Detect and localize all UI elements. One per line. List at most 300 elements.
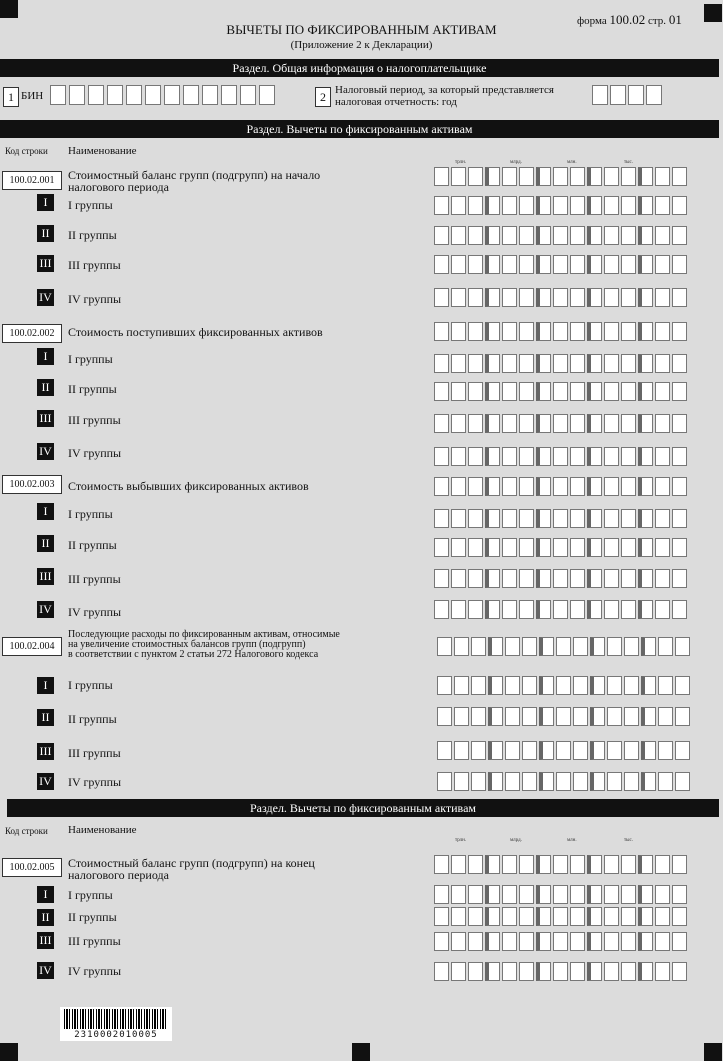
digit-cell[interactable] [502, 414, 517, 433]
digit-cell[interactable] [638, 167, 653, 186]
digit-cell[interactable] [468, 196, 483, 215]
digit-cell[interactable] [434, 288, 449, 307]
digit-cell[interactable] [485, 226, 500, 245]
digit-cell[interactable] [454, 772, 469, 791]
digit-cell[interactable] [573, 707, 588, 726]
digit-cell[interactable] [485, 382, 500, 401]
amount-004-total[interactable] [437, 637, 690, 656]
amount-003-group-ii[interactable] [434, 538, 687, 557]
digit-cell[interactable] [573, 637, 588, 656]
digit-cell[interactable] [451, 354, 466, 373]
digit-cell[interactable] [536, 962, 551, 981]
digit-cell[interactable] [471, 637, 486, 656]
digit-cell[interactable] [672, 477, 687, 496]
digit-cell[interactable] [570, 932, 585, 951]
digit-cell[interactable] [621, 167, 636, 186]
digit-cell[interactable] [621, 288, 636, 307]
amount-005-group-iv[interactable] [434, 962, 687, 981]
digit-cell[interactable] [587, 538, 602, 557]
digit-cell[interactable] [519, 477, 534, 496]
digit-cell[interactable] [522, 637, 537, 656]
digit-cell[interactable] [536, 907, 551, 926]
digit-cell[interactable] [434, 167, 449, 186]
digit-cell[interactable] [502, 477, 517, 496]
digit-cell[interactable] [451, 414, 466, 433]
digit-cell[interactable] [570, 962, 585, 981]
digit-cell[interactable] [519, 600, 534, 619]
digit-cell[interactable] [655, 167, 670, 186]
digit-cell[interactable] [570, 509, 585, 528]
digit-cell[interactable] [468, 907, 483, 926]
digit-cell[interactable] [553, 600, 568, 619]
digit-cell[interactable] [451, 477, 466, 496]
digit-cell[interactable] [573, 772, 588, 791]
digit-cell[interactable] [451, 569, 466, 588]
amount-005-group-ii[interactable] [434, 907, 687, 926]
digit-cell[interactable] [88, 85, 104, 105]
digit-cell[interactable] [621, 932, 636, 951]
digit-cell[interactable] [570, 885, 585, 904]
digit-cell[interactable] [451, 962, 466, 981]
digit-cell[interactable] [434, 569, 449, 588]
digit-cell[interactable] [221, 85, 237, 105]
digit-cell[interactable] [646, 85, 662, 105]
digit-cell[interactable] [587, 885, 602, 904]
digit-cell[interactable] [485, 477, 500, 496]
digit-cell[interactable] [485, 196, 500, 215]
digit-cell[interactable] [451, 255, 466, 274]
digit-cell[interactable] [468, 885, 483, 904]
digit-cell[interactable] [468, 414, 483, 433]
digit-cell[interactable] [454, 676, 469, 695]
digit-cell[interactable] [505, 676, 520, 695]
digit-cell[interactable] [621, 885, 636, 904]
digit-cell[interactable] [451, 932, 466, 951]
digit-cell[interactable] [556, 676, 571, 695]
digit-cell[interactable] [553, 414, 568, 433]
digit-cell[interactable] [553, 569, 568, 588]
digit-cell[interactable] [655, 569, 670, 588]
amount-004-group-iii[interactable] [437, 741, 690, 760]
amount-002-group-ii[interactable] [434, 382, 687, 401]
digit-cell[interactable] [539, 707, 554, 726]
digit-cell[interactable] [672, 226, 687, 245]
digit-cell[interactable] [675, 772, 690, 791]
tax-year-input[interactable] [592, 85, 662, 105]
digit-cell[interactable] [604, 447, 619, 466]
digit-cell[interactable] [502, 885, 517, 904]
digit-cell[interactable] [539, 637, 554, 656]
digit-cell[interactable] [641, 676, 656, 695]
digit-cell[interactable] [607, 676, 622, 695]
digit-cell[interactable] [655, 414, 670, 433]
digit-cell[interactable] [590, 772, 605, 791]
digit-cell[interactable] [553, 885, 568, 904]
digit-cell[interactable] [553, 288, 568, 307]
digit-cell[interactable] [570, 447, 585, 466]
digit-cell[interactable] [502, 382, 517, 401]
digit-cell[interactable] [655, 932, 670, 951]
digit-cell[interactable] [468, 855, 483, 874]
digit-cell[interactable] [519, 414, 534, 433]
digit-cell[interactable] [672, 382, 687, 401]
digit-cell[interactable] [69, 85, 85, 105]
digit-cell[interactable] [621, 477, 636, 496]
digit-cell[interactable] [638, 885, 653, 904]
digit-cell[interactable] [587, 932, 602, 951]
digit-cell[interactable] [655, 382, 670, 401]
digit-cell[interactable] [505, 707, 520, 726]
digit-cell[interactable] [471, 676, 486, 695]
digit-cell[interactable] [570, 907, 585, 926]
digit-cell[interactable] [485, 509, 500, 528]
digit-cell[interactable] [607, 741, 622, 760]
digit-cell[interactable] [587, 447, 602, 466]
digit-cell[interactable] [570, 255, 585, 274]
digit-cell[interactable] [556, 707, 571, 726]
digit-cell[interactable] [672, 255, 687, 274]
digit-cell[interactable] [454, 637, 469, 656]
digit-cell[interactable] [434, 447, 449, 466]
digit-cell[interactable] [485, 885, 500, 904]
digit-cell[interactable] [434, 509, 449, 528]
digit-cell[interactable] [553, 538, 568, 557]
digit-cell[interactable] [468, 962, 483, 981]
digit-cell[interactable] [638, 477, 653, 496]
digit-cell[interactable] [536, 447, 551, 466]
digit-cell[interactable] [434, 414, 449, 433]
digit-cell[interactable] [454, 741, 469, 760]
digit-cell[interactable] [672, 932, 687, 951]
digit-cell[interactable] [658, 637, 673, 656]
digit-cell[interactable] [468, 382, 483, 401]
digit-cell[interactable] [655, 354, 670, 373]
digit-cell[interactable] [468, 932, 483, 951]
amount-003-group-i[interactable] [434, 509, 687, 528]
digit-cell[interactable] [536, 538, 551, 557]
digit-cell[interactable] [434, 354, 449, 373]
digit-cell[interactable] [505, 772, 520, 791]
digit-cell[interactable] [638, 855, 653, 874]
amount-002-group-i[interactable] [434, 354, 687, 373]
digit-cell[interactable] [485, 414, 500, 433]
digit-cell[interactable] [519, 447, 534, 466]
digit-cell[interactable] [553, 382, 568, 401]
digit-cell[interactable] [502, 569, 517, 588]
digit-cell[interactable] [621, 322, 636, 341]
digit-cell[interactable] [519, 196, 534, 215]
amount-002-group-iii[interactable] [434, 414, 687, 433]
digit-cell[interactable] [536, 569, 551, 588]
digit-cell[interactable] [604, 414, 619, 433]
digit-cell[interactable] [604, 907, 619, 926]
digit-cell[interactable] [621, 962, 636, 981]
digit-cell[interactable] [451, 538, 466, 557]
digit-cell[interactable] [604, 196, 619, 215]
digit-cell[interactable] [638, 538, 653, 557]
amount-002-total[interactable] [434, 322, 687, 341]
digit-cell[interactable] [604, 600, 619, 619]
digit-cell[interactable] [621, 855, 636, 874]
digit-cell[interactable] [536, 288, 551, 307]
digit-cell[interactable] [587, 855, 602, 874]
digit-cell[interactable] [641, 741, 656, 760]
digit-cell[interactable] [641, 707, 656, 726]
digit-cell[interactable] [570, 167, 585, 186]
digit-cell[interactable] [638, 509, 653, 528]
digit-cell[interactable] [519, 167, 534, 186]
digit-cell[interactable] [519, 382, 534, 401]
digit-cell[interactable] [519, 226, 534, 245]
digit-cell[interactable] [539, 676, 554, 695]
digit-cell[interactable] [553, 196, 568, 215]
digit-cell[interactable] [553, 932, 568, 951]
digit-cell[interactable] [638, 569, 653, 588]
digit-cell[interactable] [488, 637, 503, 656]
digit-cell[interactable] [519, 907, 534, 926]
digit-cell[interactable] [522, 741, 537, 760]
digit-cell[interactable] [451, 167, 466, 186]
digit-cell[interactable] [485, 569, 500, 588]
digit-cell[interactable] [488, 676, 503, 695]
digit-cell[interactable] [502, 538, 517, 557]
digit-cell[interactable] [502, 447, 517, 466]
digit-cell[interactable] [621, 509, 636, 528]
bin-input[interactable] [50, 85, 275, 105]
digit-cell[interactable] [468, 600, 483, 619]
digit-cell[interactable] [655, 447, 670, 466]
digit-cell[interactable] [590, 637, 605, 656]
digit-cell[interactable] [240, 85, 256, 105]
amount-003-total[interactable] [434, 477, 687, 496]
amount-004-group-iv[interactable] [437, 772, 690, 791]
digit-cell[interactable] [556, 741, 571, 760]
digit-cell[interactable] [502, 226, 517, 245]
digit-cell[interactable] [553, 322, 568, 341]
digit-cell[interactable] [658, 707, 673, 726]
digit-cell[interactable] [539, 741, 554, 760]
digit-cell[interactable] [592, 85, 608, 105]
digit-cell[interactable] [553, 167, 568, 186]
digit-cell[interactable] [553, 354, 568, 373]
digit-cell[interactable] [655, 196, 670, 215]
digit-cell[interactable] [621, 447, 636, 466]
digit-cell[interactable] [468, 288, 483, 307]
digit-cell[interactable] [502, 354, 517, 373]
digit-cell[interactable] [658, 772, 673, 791]
digit-cell[interactable] [505, 637, 520, 656]
digit-cell[interactable] [621, 907, 636, 926]
digit-cell[interactable] [519, 255, 534, 274]
digit-cell[interactable] [536, 885, 551, 904]
digit-cell[interactable] [434, 196, 449, 215]
digit-cell[interactable] [655, 855, 670, 874]
digit-cell[interactable] [468, 569, 483, 588]
digit-cell[interactable] [604, 509, 619, 528]
digit-cell[interactable] [587, 962, 602, 981]
digit-cell[interactable] [587, 226, 602, 245]
digit-cell[interactable] [672, 907, 687, 926]
digit-cell[interactable] [573, 741, 588, 760]
digit-cell[interactable] [471, 741, 486, 760]
amount-001-group-iv[interactable] [434, 288, 687, 307]
digit-cell[interactable] [519, 932, 534, 951]
digit-cell[interactable] [672, 885, 687, 904]
digit-cell[interactable] [502, 167, 517, 186]
digit-cell[interactable] [624, 707, 639, 726]
digit-cell[interactable] [675, 637, 690, 656]
digit-cell[interactable] [638, 962, 653, 981]
digit-cell[interactable] [468, 167, 483, 186]
digit-cell[interactable] [502, 196, 517, 215]
digit-cell[interactable] [655, 255, 670, 274]
digit-cell[interactable] [655, 885, 670, 904]
digit-cell[interactable] [536, 855, 551, 874]
amount-001-group-i[interactable] [434, 196, 687, 215]
digit-cell[interactable] [519, 569, 534, 588]
digit-cell[interactable] [587, 288, 602, 307]
digit-cell[interactable] [553, 855, 568, 874]
digit-cell[interactable] [536, 600, 551, 619]
digit-cell[interactable] [624, 637, 639, 656]
digit-cell[interactable] [590, 676, 605, 695]
digit-cell[interactable] [434, 600, 449, 619]
digit-cell[interactable] [488, 707, 503, 726]
digit-cell[interactable] [675, 676, 690, 695]
digit-cell[interactable] [672, 855, 687, 874]
digit-cell[interactable] [570, 477, 585, 496]
digit-cell[interactable] [638, 600, 653, 619]
digit-cell[interactable] [672, 600, 687, 619]
digit-cell[interactable] [553, 907, 568, 926]
digit-cell[interactable] [604, 538, 619, 557]
digit-cell[interactable] [570, 538, 585, 557]
digit-cell[interactable] [437, 676, 452, 695]
digit-cell[interactable] [587, 907, 602, 926]
amount-003-group-iv[interactable] [434, 600, 687, 619]
digit-cell[interactable] [587, 477, 602, 496]
digit-cell[interactable] [485, 962, 500, 981]
digit-cell[interactable] [621, 226, 636, 245]
digit-cell[interactable] [570, 855, 585, 874]
digit-cell[interactable] [553, 255, 568, 274]
digit-cell[interactable] [590, 707, 605, 726]
digit-cell[interactable] [451, 509, 466, 528]
amount-004-group-ii[interactable] [437, 707, 690, 726]
digit-cell[interactable] [638, 354, 653, 373]
digit-cell[interactable] [485, 907, 500, 926]
digit-cell[interactable] [536, 196, 551, 215]
amount-001-group-ii[interactable] [434, 226, 687, 245]
digit-cell[interactable] [621, 569, 636, 588]
digit-cell[interactable] [658, 676, 673, 695]
digit-cell[interactable] [604, 962, 619, 981]
digit-cell[interactable] [485, 447, 500, 466]
digit-cell[interactable] [604, 885, 619, 904]
digit-cell[interactable] [434, 907, 449, 926]
digit-cell[interactable] [655, 477, 670, 496]
digit-cell[interactable] [471, 772, 486, 791]
digit-cell[interactable] [604, 382, 619, 401]
amount-004-group-i[interactable] [437, 676, 690, 695]
digit-cell[interactable] [437, 637, 452, 656]
digit-cell[interactable] [604, 477, 619, 496]
digit-cell[interactable] [604, 354, 619, 373]
digit-cell[interactable] [536, 167, 551, 186]
digit-cell[interactable] [655, 962, 670, 981]
digit-cell[interactable] [570, 569, 585, 588]
amount-005-total[interactable] [434, 855, 687, 874]
digit-cell[interactable] [468, 255, 483, 274]
digit-cell[interactable] [553, 962, 568, 981]
digit-cell[interactable] [434, 855, 449, 874]
digit-cell[interactable] [502, 600, 517, 619]
digit-cell[interactable] [672, 288, 687, 307]
digit-cell[interactable] [434, 538, 449, 557]
digit-cell[interactable] [471, 707, 486, 726]
digit-cell[interactable] [624, 772, 639, 791]
digit-cell[interactable] [451, 382, 466, 401]
digit-cell[interactable] [536, 382, 551, 401]
digit-cell[interactable] [621, 600, 636, 619]
digit-cell[interactable] [553, 509, 568, 528]
digit-cell[interactable] [638, 382, 653, 401]
digit-cell[interactable] [638, 255, 653, 274]
digit-cell[interactable] [468, 322, 483, 341]
digit-cell[interactable] [485, 932, 500, 951]
digit-cell[interactable] [468, 354, 483, 373]
digit-cell[interactable] [451, 907, 466, 926]
digit-cell[interactable] [638, 907, 653, 926]
digit-cell[interactable] [451, 288, 466, 307]
digit-cell[interactable] [604, 322, 619, 341]
digit-cell[interactable] [587, 167, 602, 186]
digit-cell[interactable] [485, 322, 500, 341]
digit-cell[interactable] [485, 855, 500, 874]
digit-cell[interactable] [556, 637, 571, 656]
digit-cell[interactable] [638, 226, 653, 245]
digit-cell[interactable] [570, 322, 585, 341]
digit-cell[interactable] [587, 509, 602, 528]
digit-cell[interactable] [519, 322, 534, 341]
digit-cell[interactable] [655, 226, 670, 245]
digit-cell[interactable] [539, 772, 554, 791]
digit-cell[interactable] [672, 196, 687, 215]
amount-001-total[interactable] [434, 167, 687, 186]
digit-cell[interactable] [604, 255, 619, 274]
digit-cell[interactable] [50, 85, 66, 105]
digit-cell[interactable] [451, 322, 466, 341]
digit-cell[interactable] [672, 447, 687, 466]
digit-cell[interactable] [607, 707, 622, 726]
digit-cell[interactable] [536, 509, 551, 528]
digit-cell[interactable] [536, 477, 551, 496]
digit-cell[interactable] [536, 414, 551, 433]
digit-cell[interactable] [570, 354, 585, 373]
digit-cell[interactable] [468, 447, 483, 466]
digit-cell[interactable] [570, 226, 585, 245]
amount-003-group-iii[interactable] [434, 569, 687, 588]
digit-cell[interactable] [107, 85, 123, 105]
digit-cell[interactable] [672, 167, 687, 186]
digit-cell[interactable] [519, 509, 534, 528]
digit-cell[interactable] [655, 538, 670, 557]
digit-cell[interactable] [587, 382, 602, 401]
digit-cell[interactable] [587, 255, 602, 274]
digit-cell[interactable] [502, 509, 517, 528]
digit-cell[interactable] [468, 509, 483, 528]
digit-cell[interactable] [434, 962, 449, 981]
